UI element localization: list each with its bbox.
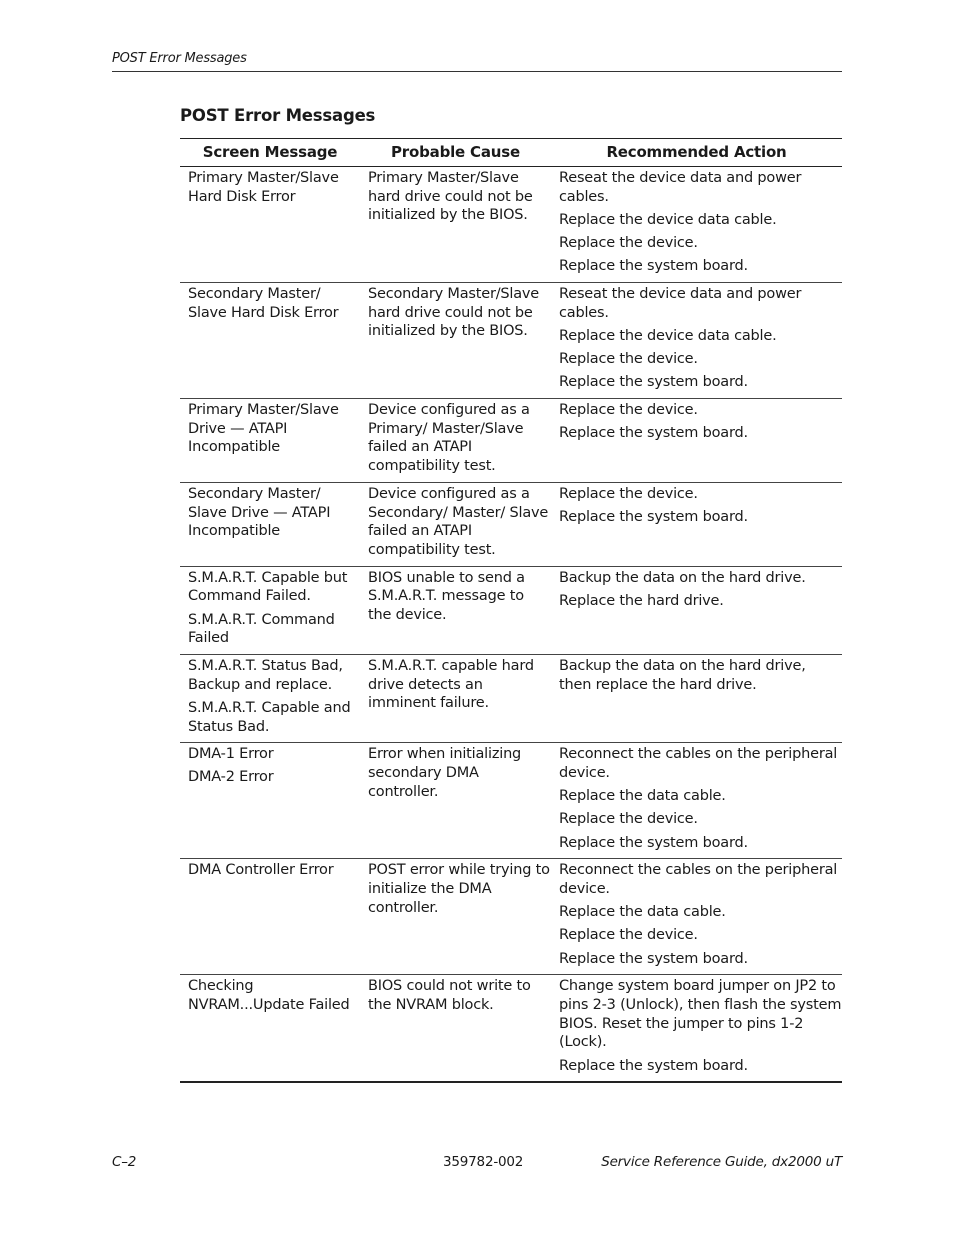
table-row (180, 283, 842, 399)
probable-cause-text: Device configured as a Primary/ Master/Slave failed an ATAPI compatibility test. (368, 402, 530, 475)
recommended-action-text: Change system board jumper on JP2 to pins 2-3 (Unlock), then flash the system BIOS. Reset the jumper to pins 1-2 (Lock). (559, 978, 842, 1051)
screen-message-cell (180, 975, 360, 1083)
screen-message-text: Checking NVRAM...Update Failed (188, 978, 350, 1014)
screen-message-cell (180, 167, 360, 283)
table-row (180, 482, 842, 566)
recommended-action-cell (551, 167, 842, 283)
recommended-action-text: Replace the device. (559, 485, 698, 502)
recommended-action-text: Replace the device. (559, 235, 698, 252)
table-row (180, 859, 842, 975)
table-row (180, 743, 842, 859)
screen-message-text: S.M.A.R.T. Command Failed (188, 611, 335, 647)
probable-cause-text: Secondary Master/Slave hard drive could not be initialized by the BIOS. (368, 286, 540, 340)
recommended-action-text: Replace the system board. (559, 509, 748, 526)
probable-cause-cell (360, 654, 551, 742)
probable-cause-cell (360, 167, 551, 283)
table-row (180, 975, 842, 1083)
probable-cause-cell (360, 566, 551, 654)
recommended-action-text: Reconnect the cables on the peripheral device. (559, 862, 838, 897)
probable-cause-text: Device configured as a Secondary/ Master/ Slave failed an ATAPI compatibility test. (368, 485, 549, 558)
recommended-action-cell (551, 654, 842, 742)
screen-message-cell (180, 859, 360, 975)
screen-message-cell (180, 399, 360, 483)
recommended-action-text: Replace the device. (559, 927, 698, 944)
footer-doc-number: 359782-002 (443, 1154, 524, 1170)
screen-message-text: DMA-2 Error (188, 769, 274, 786)
recommended-action-text: Replace the device. (559, 402, 698, 419)
probable-cause-text: BIOS could not write to the NVRAM block. (368, 978, 531, 1014)
probable-cause-cell (360, 482, 551, 566)
screen-message-text: Primary Master/Slave Drive — ATAPI Incompatible (188, 402, 339, 456)
screen-message-text: S.M.A.R.T. Capable and Status Bad. (188, 699, 351, 735)
recommended-action-text: Replace the system board. (559, 834, 748, 851)
table-row (180, 654, 842, 742)
probable-cause-text: Error when initializing secondary DMA controller. (368, 746, 522, 800)
probable-cause-cell (360, 975, 551, 1083)
screen-message-cell (180, 283, 360, 399)
recommended-action-text: Replace the device. (559, 351, 698, 368)
recommended-action-cell (551, 566, 842, 654)
probable-cause-cell (360, 859, 551, 975)
probable-cause-cell (360, 399, 551, 483)
screen-message-text: S.M.A.R.T. Status Bad, Backup and replace. (188, 657, 343, 693)
probable-cause-text: Primary Master/Slave hard drive could not be initialized by the BIOS. (368, 170, 533, 224)
recommended-action-text: Replace the system board. (559, 374, 748, 391)
column-header-recommended-action: Recommended Action (551, 139, 842, 167)
recommended-action-cell (551, 283, 842, 399)
recommended-action-text: Replace the system board. (559, 1057, 748, 1074)
table-header-row (180, 139, 842, 167)
table-row (180, 399, 842, 483)
recommended-action-cell (551, 399, 842, 483)
recommended-action-text: Reseat the device data and power cables. (559, 170, 802, 205)
screen-message-cell (180, 482, 360, 566)
recommended-action-text: Replace the system board. (559, 425, 748, 442)
screen-message-text: DMA Controller Error (188, 862, 334, 879)
screen-message-text: S.M.A.R.T. Capable but Command Failed. (188, 569, 348, 605)
recommended-action-text: Replace the data cable. (559, 904, 726, 921)
header-divider (112, 71, 842, 72)
post-error-table (180, 138, 842, 1083)
screen-message-cell (180, 654, 360, 742)
screen-message-text: Primary Master/Slave Hard Disk Error (188, 170, 339, 205)
running-header: POST Error Messages (112, 51, 247, 66)
column-header-screen-message: Screen Message (180, 139, 360, 167)
section-title: POST Error Messages (180, 106, 376, 125)
recommended-action-text: Replace the device data cable. (559, 327, 777, 344)
table-row (180, 566, 842, 654)
screen-message-cell (180, 743, 360, 859)
screen-message-text: Secondary Master/ Slave Drive — ATAPI Incompatible (188, 485, 331, 540)
probable-cause-text: POST error while trying to initialize the DMA controller. (368, 862, 550, 916)
recommended-action-text: Replace the device data cable. (559, 211, 777, 228)
screen-message-text: Secondary Master/ Slave Hard Disk Error (188, 286, 339, 321)
recommended-action-cell (551, 482, 842, 566)
recommended-action-text: Reconnect the cables on the peripheral device. (559, 746, 838, 781)
recommended-action-text: Replace the system board. (559, 258, 748, 275)
recommended-action-cell (551, 743, 842, 859)
probable-cause-cell (360, 743, 551, 859)
recommended-action-text: Backup the data on the hard drive. (559, 569, 806, 586)
recommended-action-text: Replace the device. (559, 811, 698, 828)
recommended-action-text: Replace the data cable. (559, 788, 726, 805)
recommended-action-cell (551, 859, 842, 975)
column-header-probable-cause: Probable Cause (360, 139, 551, 167)
recommended-action-cell (551, 975, 842, 1083)
recommended-action-text: Reseat the device data and power cables. (559, 286, 802, 321)
recommended-action-text: Backup the data on the hard drive, then replace the hard drive. (559, 657, 806, 693)
recommended-action-text: Replace the system board. (559, 950, 748, 967)
probable-cause-text: S.M.A.R.T. capable hard drive detects an imminent failure. (368, 657, 534, 712)
footer-guide-title: Service Reference Guide, dx2000 uT (601, 1154, 842, 1170)
table-row (180, 167, 842, 283)
probable-cause-text: BIOS unable to send a S.M.A.R.T. message to the device. (368, 569, 525, 624)
recommended-action-text: Replace the hard drive. (559, 592, 724, 609)
probable-cause-cell (360, 283, 551, 399)
screen-message-text: DMA-1 Error (188, 746, 274, 763)
footer-page-number: C–2 (112, 1154, 137, 1170)
table-body (180, 167, 842, 1083)
screen-message-cell (180, 566, 360, 654)
